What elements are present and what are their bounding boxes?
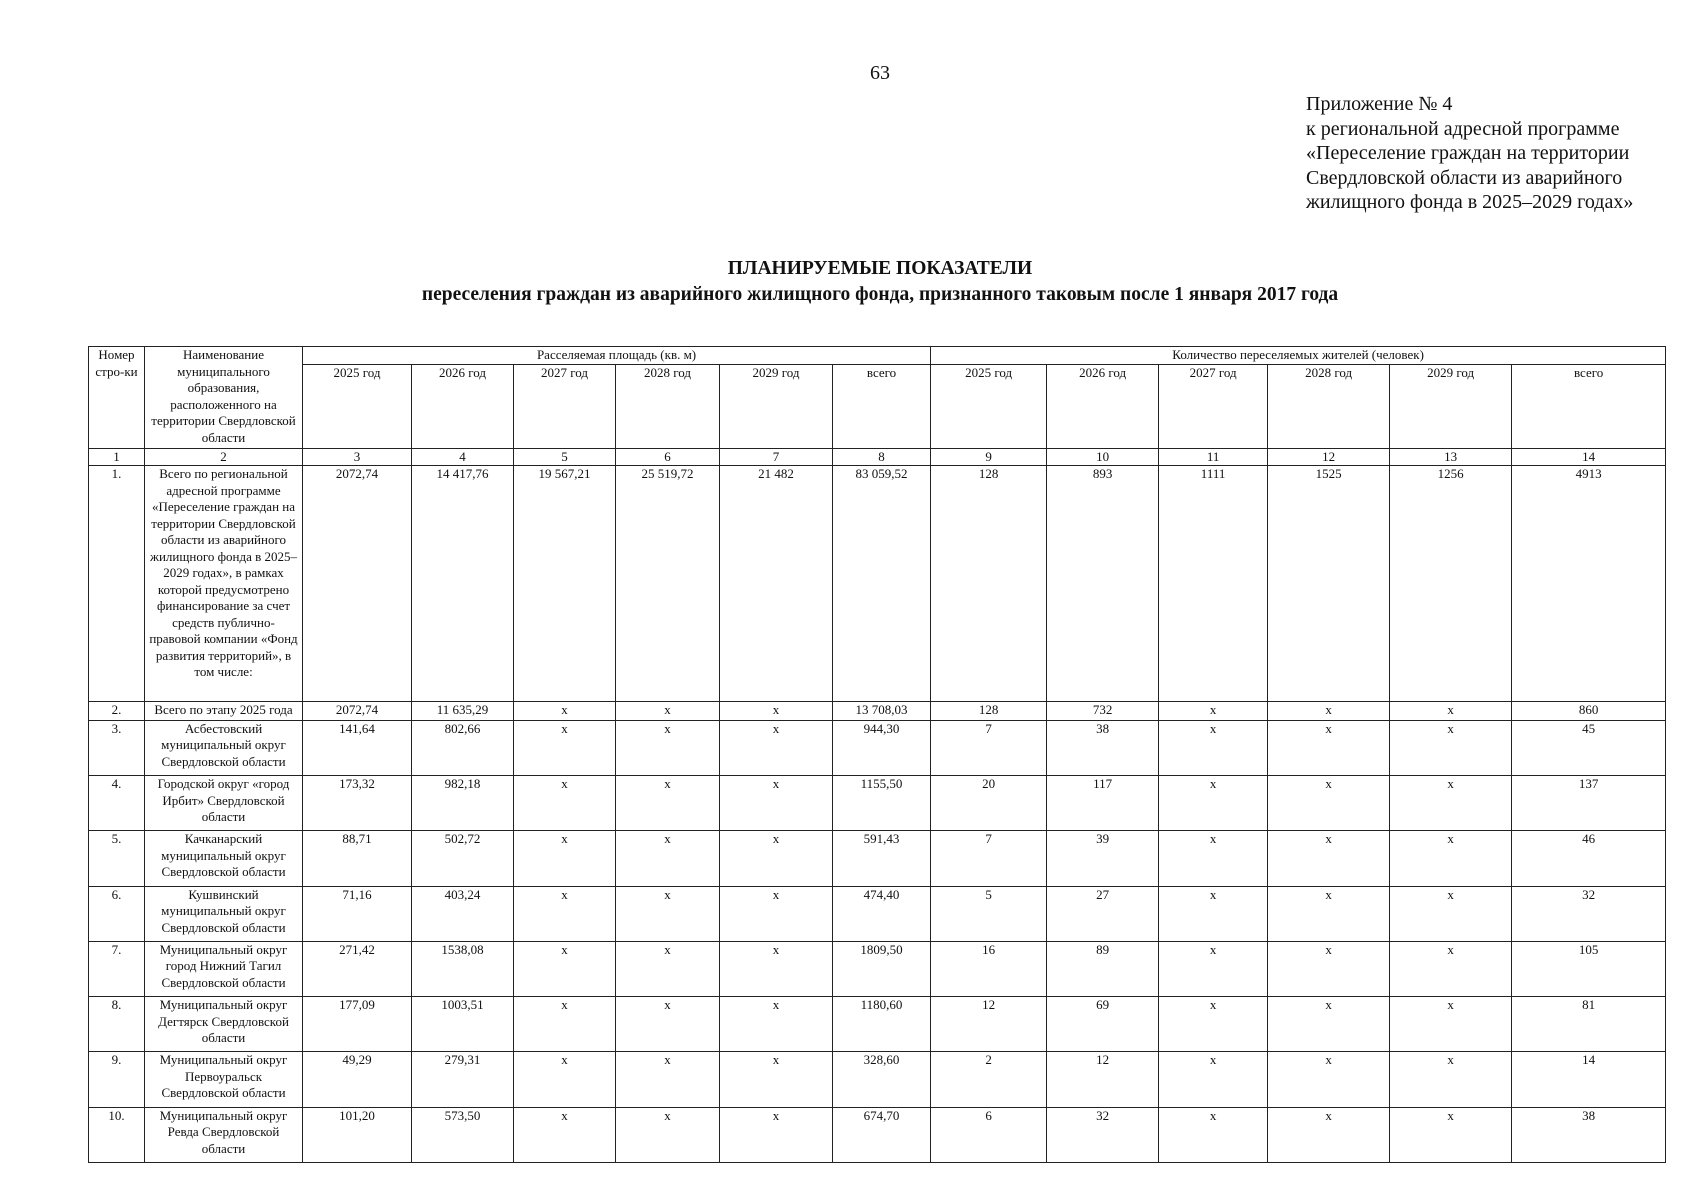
header-area-year: 2029 год <box>720 364 833 448</box>
appendix-line: к региональной адресной программе <box>1306 117 1620 140</box>
area-value-cell: x <box>616 941 720 996</box>
header-row-years <box>89 364 1666 448</box>
residents-value-cell: x <box>1268 831 1390 886</box>
area-value-cell: 403,24 <box>412 886 514 941</box>
area-value-cell: x <box>514 997 616 1052</box>
area-value-cell: 271,42 <box>303 941 412 996</box>
area-value-cell: 21 482 <box>720 466 833 702</box>
area-value-cell: x <box>514 720 616 775</box>
header-name: Наименование муниципального образования, расположенного на территории Свердловской области <box>145 347 303 449</box>
table-row <box>89 831 1666 886</box>
residents-value-cell: x <box>1390 701 1512 720</box>
residents-value-cell: 69 <box>1047 997 1159 1052</box>
residents-value-cell: 6 <box>931 1107 1047 1162</box>
area-value-cell: x <box>514 701 616 720</box>
header-area-group: Расселяемая площадь (кв. м) <box>303 347 931 365</box>
table-row <box>89 886 1666 941</box>
area-total-cell: 13 708,03 <box>833 701 931 720</box>
residents-total-cell: 860 <box>1512 701 1666 720</box>
column-number: 3 <box>303 448 412 466</box>
row-number-cell: 1. <box>89 466 145 702</box>
table-row <box>89 776 1666 831</box>
column-number: 4 <box>412 448 514 466</box>
area-value-cell: x <box>720 886 833 941</box>
row-number-cell: 2. <box>89 701 145 720</box>
area-value-cell: x <box>616 886 720 941</box>
residents-value-cell: 89 <box>1047 941 1159 996</box>
area-value-cell: 11 635,29 <box>412 701 514 720</box>
residents-value-cell: x <box>1390 997 1512 1052</box>
municipality-name-cell: Всего по региональной адресной программе «Переселение граждан на территории Свердловской области из аварийного жилищного фонда в 2025–2029 годах», в рамках которой предусмотрено финансирование за счет средств публично-правовой компании «Фонд развития территорий», в том числе: <box>145 466 303 702</box>
area-value-cell: x <box>514 1052 616 1107</box>
residents-value-cell: 128 <box>931 701 1047 720</box>
header-area-year: 2026 год <box>412 364 514 448</box>
area-total-cell: 674,70 <box>833 1107 931 1162</box>
residents-value-cell: 16 <box>931 941 1047 996</box>
area-value-cell: 14 417,76 <box>412 466 514 702</box>
residents-value-cell: 32 <box>1047 1107 1159 1162</box>
area-total-cell: 1180,60 <box>833 997 931 1052</box>
area-value-cell: x <box>514 1107 616 1162</box>
municipality-name-cell: Муниципальный округ Ревда Свердловской области <box>145 1107 303 1162</box>
area-total-cell: 474,40 <box>833 886 931 941</box>
residents-value-cell: 27 <box>1047 886 1159 941</box>
appendix-line: Приложение № 4 <box>1306 93 1453 115</box>
row-number-cell: 3. <box>89 720 145 775</box>
appendix-line: Свердловской области из аварийного <box>1306 166 1623 189</box>
area-value-cell: 1003,51 <box>412 997 514 1052</box>
area-total-cell: 944,30 <box>833 720 931 775</box>
residents-total-cell: 81 <box>1512 997 1666 1052</box>
column-number: 5 <box>514 448 616 466</box>
municipality-name-cell: Городской округ «город Ирбит» Свердловской области <box>145 776 303 831</box>
page-number: 63 <box>870 62 890 84</box>
residents-value-cell: x <box>1268 776 1390 831</box>
header-residents-year: 2025 год <box>931 364 1047 448</box>
area-value-cell: 88,71 <box>303 831 412 886</box>
residents-value-cell: x <box>1268 1052 1390 1107</box>
residents-value-cell: 20 <box>931 776 1047 831</box>
residents-value-cell: x <box>1159 886 1268 941</box>
residents-value-cell: x <box>1159 1107 1268 1162</box>
area-value-cell: x <box>616 720 720 775</box>
header-residents-year: 2029 год <box>1390 364 1512 448</box>
residents-total-cell: 32 <box>1512 886 1666 941</box>
residents-total-cell: 105 <box>1512 941 1666 996</box>
area-total-cell: 83 059,52 <box>833 466 931 702</box>
residents-value-cell: x <box>1390 886 1512 941</box>
residents-value-cell: 2 <box>931 1052 1047 1107</box>
area-total-cell: 1809,50 <box>833 941 931 996</box>
residents-total-cell: 137 <box>1512 776 1666 831</box>
municipality-name-cell: Асбестовский муниципальный округ Свердловской области <box>145 720 303 775</box>
area-value-cell: x <box>720 1107 833 1162</box>
residents-total-cell: 14 <box>1512 1052 1666 1107</box>
column-number: 11 <box>1159 448 1268 466</box>
table-row <box>89 466 1666 702</box>
area-value-cell: x <box>514 831 616 886</box>
area-value-cell: x <box>616 831 720 886</box>
residents-value-cell: 117 <box>1047 776 1159 831</box>
residents-value-cell: x <box>1159 831 1268 886</box>
residents-value-cell: x <box>1268 886 1390 941</box>
area-value-cell: 177,09 <box>303 997 412 1052</box>
header-residents-total: всего <box>1512 364 1666 448</box>
row-number-cell: 10. <box>89 1107 145 1162</box>
residents-value-cell: 893 <box>1047 466 1159 702</box>
residents-value-cell: 12 <box>1047 1052 1159 1107</box>
column-number: 12 <box>1268 448 1390 466</box>
header-row-groups <box>89 347 1666 365</box>
municipality-name-cell: Муниципальный округ город Нижний Тагил Свердловской области <box>145 941 303 996</box>
municipality-name-cell: Муниципальный округ Первоуральск Свердловской области <box>145 1052 303 1107</box>
document-title <box>0 256 1699 308</box>
title-line-2: переселения граждан из аварийного жилищного фонда, признанного таковым после 1 января 2017 года <box>421 284 1339 305</box>
residents-value-cell: x <box>1159 1052 1268 1107</box>
area-value-cell: 279,31 <box>412 1052 514 1107</box>
table-row <box>89 1107 1666 1162</box>
header-residents-group: Количество переселяемых жителей (человек) <box>931 347 1666 365</box>
residents-value-cell: 12 <box>931 997 1047 1052</box>
row-number-cell: 5. <box>89 831 145 886</box>
residents-total-cell: 45 <box>1512 720 1666 775</box>
area-value-cell: x <box>720 720 833 775</box>
header-area-year: 2025 год <box>303 364 412 448</box>
area-value-cell: x <box>514 941 616 996</box>
column-number: 10 <box>1047 448 1159 466</box>
column-number: 6 <box>616 448 720 466</box>
area-value-cell: 141,64 <box>303 720 412 775</box>
area-value-cell: x <box>514 776 616 831</box>
residents-value-cell: x <box>1390 776 1512 831</box>
area-value-cell: 502,72 <box>412 831 514 886</box>
residents-value-cell: 732 <box>1047 701 1159 720</box>
residents-value-cell: 5 <box>931 886 1047 941</box>
area-total-cell: 591,43 <box>833 831 931 886</box>
table-row <box>89 720 1666 775</box>
residents-value-cell: x <box>1390 941 1512 996</box>
column-number: 8 <box>833 448 931 466</box>
area-value-cell: 25 519,72 <box>616 466 720 702</box>
area-value-cell: x <box>720 776 833 831</box>
area-value-cell: x <box>616 997 720 1052</box>
area-value-cell: x <box>720 941 833 996</box>
table-row <box>89 701 1666 720</box>
header-row-number: Номер стро-ки <box>89 347 145 449</box>
residents-value-cell: x <box>1268 997 1390 1052</box>
residents-total-cell: 38 <box>1512 1107 1666 1162</box>
residents-value-cell: x <box>1390 720 1512 775</box>
area-value-cell: x <box>720 1052 833 1107</box>
residents-total-cell: 4913 <box>1512 466 1666 702</box>
area-value-cell: 173,32 <box>303 776 412 831</box>
municipality-name-cell: Муниципальный округ Дегтярск Свердловской области <box>145 997 303 1052</box>
residents-value-cell: 1525 <box>1268 466 1390 702</box>
header-area-year: 2028 год <box>616 364 720 448</box>
residents-value-cell: 1111 <box>1159 466 1268 702</box>
area-value-cell: 19 567,21 <box>514 466 616 702</box>
area-value-cell: 1538,08 <box>412 941 514 996</box>
residents-total-cell: 46 <box>1512 831 1666 886</box>
row-number-cell: 8. <box>89 997 145 1052</box>
area-value-cell: 2072,74 <box>303 701 412 720</box>
column-number: 1 <box>89 448 145 466</box>
residents-value-cell: x <box>1390 1052 1512 1107</box>
header-residents-year: 2028 год <box>1268 364 1390 448</box>
area-value-cell: x <box>720 701 833 720</box>
residents-value-cell: x <box>1390 831 1512 886</box>
column-number: 7 <box>720 448 833 466</box>
title-line-1: ПЛАНИРУЕМЫЕ ПОКАЗАТЕЛИ <box>727 258 1033 279</box>
row-number-cell: 6. <box>89 886 145 941</box>
area-value-cell: x <box>616 1107 720 1162</box>
appendix-line: «Переселение граждан на территории <box>1306 142 1630 164</box>
municipality-name-cell: Кушвинский муниципальный округ Свердловской области <box>145 886 303 941</box>
header-area-total: всего <box>833 364 931 448</box>
area-value-cell: 573,50 <box>412 1107 514 1162</box>
column-number: 9 <box>931 448 1047 466</box>
residents-value-cell: x <box>1159 997 1268 1052</box>
row-number-cell: 4. <box>89 776 145 831</box>
area-total-cell: 1155,50 <box>833 776 931 831</box>
header-residents-year: 2026 год <box>1047 364 1159 448</box>
area-value-cell: x <box>616 1052 720 1107</box>
residents-value-cell: x <box>1159 720 1268 775</box>
column-number: 2 <box>145 448 303 466</box>
residents-value-cell: x <box>1268 941 1390 996</box>
column-numbers-row <box>89 448 1666 466</box>
municipality-name-cell: Всего по этапу 2025 года <box>145 701 303 720</box>
area-value-cell: x <box>616 701 720 720</box>
appendix-line: жилищного фонда в 2025–2029 годах» <box>1306 191 1634 213</box>
column-number: 14 <box>1512 448 1666 466</box>
area-value-cell: x <box>616 776 720 831</box>
residents-value-cell: x <box>1268 701 1390 720</box>
indicators-table <box>88 346 1666 1163</box>
area-value-cell: x <box>720 831 833 886</box>
area-value-cell: x <box>720 997 833 1052</box>
row-number-cell: 7. <box>89 941 145 996</box>
area-value-cell: 802,66 <box>412 720 514 775</box>
residents-value-cell: x <box>1159 776 1268 831</box>
residents-value-cell: 7 <box>931 720 1047 775</box>
column-number: 13 <box>1390 448 1512 466</box>
residents-value-cell: x <box>1268 1107 1390 1162</box>
residents-value-cell: 1256 <box>1390 466 1512 702</box>
residents-value-cell: x <box>1268 720 1390 775</box>
area-value-cell: 101,20 <box>303 1107 412 1162</box>
appendix-note <box>1306 92 1696 215</box>
area-value-cell: x <box>514 886 616 941</box>
table-row <box>89 997 1666 1052</box>
residents-value-cell: 38 <box>1047 720 1159 775</box>
area-value-cell: 982,18 <box>412 776 514 831</box>
area-value-cell: 71,16 <box>303 886 412 941</box>
residents-value-cell: 39 <box>1047 831 1159 886</box>
row-number-cell: 9. <box>89 1052 145 1107</box>
residents-value-cell: 7 <box>931 831 1047 886</box>
table-row <box>89 941 1666 996</box>
table-row <box>89 1052 1666 1107</box>
area-value-cell: 2072,74 <box>303 466 412 702</box>
residents-value-cell: x <box>1390 1107 1512 1162</box>
residents-value-cell: x <box>1159 701 1268 720</box>
area-value-cell: 49,29 <box>303 1052 412 1107</box>
residents-value-cell: x <box>1159 941 1268 996</box>
header-residents-year: 2027 год <box>1159 364 1268 448</box>
residents-value-cell: 128 <box>931 466 1047 702</box>
municipality-name-cell: Качканарский муниципальный округ Свердловской области <box>145 831 303 886</box>
header-area-year: 2027 год <box>514 364 616 448</box>
area-total-cell: 328,60 <box>833 1052 931 1107</box>
